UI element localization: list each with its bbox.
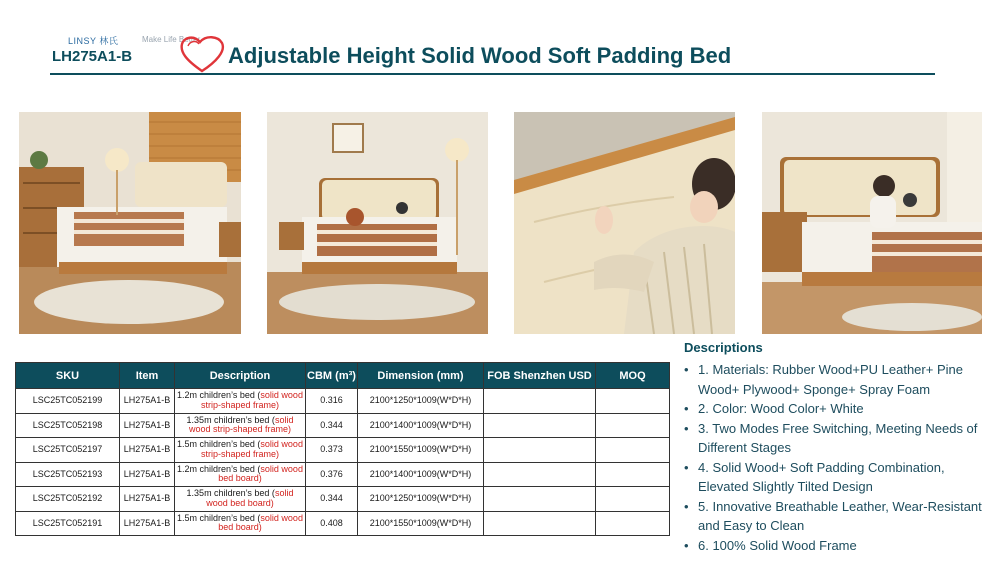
cbm-cell: 0.316 <box>306 389 358 414</box>
item-cell: LH275A1-B <box>120 511 175 536</box>
cbm-cell: 0.408 <box>306 511 358 536</box>
column-header-cbm: CBM (m³) <box>306 363 358 389</box>
column-header-item: Item <box>120 363 175 389</box>
fob-cell <box>484 462 596 487</box>
description-main: 1.2m children’s bed ( <box>177 463 261 474</box>
fob-cell <box>484 413 596 438</box>
dimension-cell: 2100*1550*1009(W*D*H) <box>358 511 484 536</box>
description-cell <box>175 438 306 463</box>
description-cell <box>175 389 306 414</box>
model-number: LH275A1-B <box>52 48 133 65</box>
product-photo-front <box>267 112 488 334</box>
item-cell: LH275A1-B <box>120 438 175 463</box>
item-cell: LH275A1-B <box>120 487 175 512</box>
description-note: solid wood strip-shaped frame) <box>188 414 294 435</box>
descriptions-list <box>684 360 994 555</box>
spec-table <box>15 362 670 536</box>
item-cell: LH275A1-B <box>120 462 175 487</box>
sku-cell: LSC25TC052198 <box>16 413 120 438</box>
list-item <box>684 497 994 536</box>
list-item <box>684 536 994 556</box>
sku-cell: LSC25TC052191 <box>16 511 120 536</box>
list-item-text: 6. 100% Solid Wood Frame <box>698 537 857 553</box>
descriptions-heading: Descriptions <box>684 340 763 355</box>
list-item-text: 3. Two Modes Free Switching, Meeting Needs of Different Stages <box>698 420 978 455</box>
list-item-text: 2. Color: Wood Color+ White <box>698 401 864 416</box>
table-row <box>16 413 670 438</box>
moq-cell <box>596 438 670 463</box>
column-header-fob: FOB Shenzhen USD <box>484 363 596 389</box>
description-main: 1.5m children’s bed ( <box>177 439 261 450</box>
description-note: solid wood bed board) <box>218 512 303 533</box>
bullet-icon: • <box>684 420 689 436</box>
page-title: Adjustable Height Solid Wood Soft Padding Bed <box>228 43 732 68</box>
table-row <box>16 438 670 463</box>
sku-cell: LSC25TC052192 <box>16 487 120 512</box>
sku-cell: LSC25TC052197 <box>16 438 120 463</box>
table-row <box>16 462 670 487</box>
bullet-icon: • <box>684 459 689 475</box>
description-cell <box>175 511 306 536</box>
moq-cell <box>596 511 670 536</box>
bullet-icon: • <box>684 362 689 377</box>
description-main: 1.5m children’s bed ( <box>177 512 261 523</box>
product-photo-child-on-bed <box>762 112 982 334</box>
list-item <box>684 399 994 419</box>
table-row <box>16 487 670 512</box>
description-note: solid wood bed board) <box>206 488 294 508</box>
dimension-cell: 2100*1250*1009(W*D*H) <box>358 487 484 512</box>
bullet-icon: • <box>684 537 689 553</box>
description-note: solid wood strip-shaped frame) <box>200 390 303 410</box>
list-item-text: 5. Innovative Breathable Leather, Wear-Resistant and Easy to Clean <box>698 498 982 533</box>
descriptions-panel <box>684 340 994 555</box>
product-photo-bedroom <box>19 112 241 334</box>
sku-cell: LSC25TC052199 <box>16 389 120 414</box>
moq-cell <box>596 462 670 487</box>
brand-slogan: Make Life Better <box>142 35 201 44</box>
list-item <box>684 419 994 458</box>
table-row <box>16 511 670 536</box>
description-cell <box>175 413 306 438</box>
dimension-cell: 2100*1400*1009(W*D*H) <box>358 462 484 487</box>
item-cell: LH275A1-B <box>120 389 175 414</box>
product-photo-headboard-detail <box>514 112 735 334</box>
cbm-cell: 0.376 <box>306 462 358 487</box>
column-header-moq: MOQ <box>596 363 670 389</box>
fob-cell <box>484 487 596 512</box>
column-header-sku: SKU <box>16 363 120 389</box>
list-item <box>684 458 994 497</box>
sku-cell: LSC25TC052193 <box>16 462 120 487</box>
cbm-cell: 0.344 <box>306 413 358 438</box>
heart-logo-icon <box>178 34 226 74</box>
moq-cell <box>596 487 670 512</box>
cbm-cell: 0.373 <box>306 438 358 463</box>
dimension-cell: 2100*1250*1009(W*D*H) <box>358 389 484 414</box>
bullet-icon: • <box>684 401 689 416</box>
title-divider <box>50 73 935 75</box>
list-item-text: 1. Materials: Rubber Wood+PU Leather+ Pine Wood+ Plywood+ Sponge+ Spray Foam <box>698 362 963 397</box>
list-item <box>684 360 994 399</box>
description-note: solid wood strip-shaped frame) <box>200 439 303 459</box>
description-note: solid wood bed board) <box>218 463 303 484</box>
list-item-text: 4. Solid Wood+ Soft Padding Combination, Elevated Slightly Tilted Design <box>698 459 945 494</box>
description-main: 1.35m children’s bed ( <box>186 488 275 499</box>
fob-cell <box>484 438 596 463</box>
description-cell <box>175 462 306 487</box>
description-cell <box>175 487 306 512</box>
moq-cell <box>596 389 670 414</box>
column-header-dimension: Dimension (mm) <box>358 363 484 389</box>
dimension-cell: 2100*1400*1009(W*D*H) <box>358 413 484 438</box>
dimension-cell: 2100*1550*1009(W*D*H) <box>358 438 484 463</box>
brand-logo-text: LINSY 林氏 <box>68 36 119 46</box>
fob-cell <box>484 389 596 414</box>
table-row <box>16 389 670 414</box>
fob-cell <box>484 511 596 536</box>
description-main: 1.2m children’s bed ( <box>177 390 261 401</box>
table-header-row <box>16 363 670 389</box>
description-main: 1.35m children’s bed ( <box>186 414 275 425</box>
column-header-description: Description <box>175 363 306 389</box>
moq-cell <box>596 413 670 438</box>
bullet-icon: • <box>684 498 689 514</box>
item-cell: LH275A1-B <box>120 413 175 438</box>
cbm-cell: 0.344 <box>306 487 358 512</box>
